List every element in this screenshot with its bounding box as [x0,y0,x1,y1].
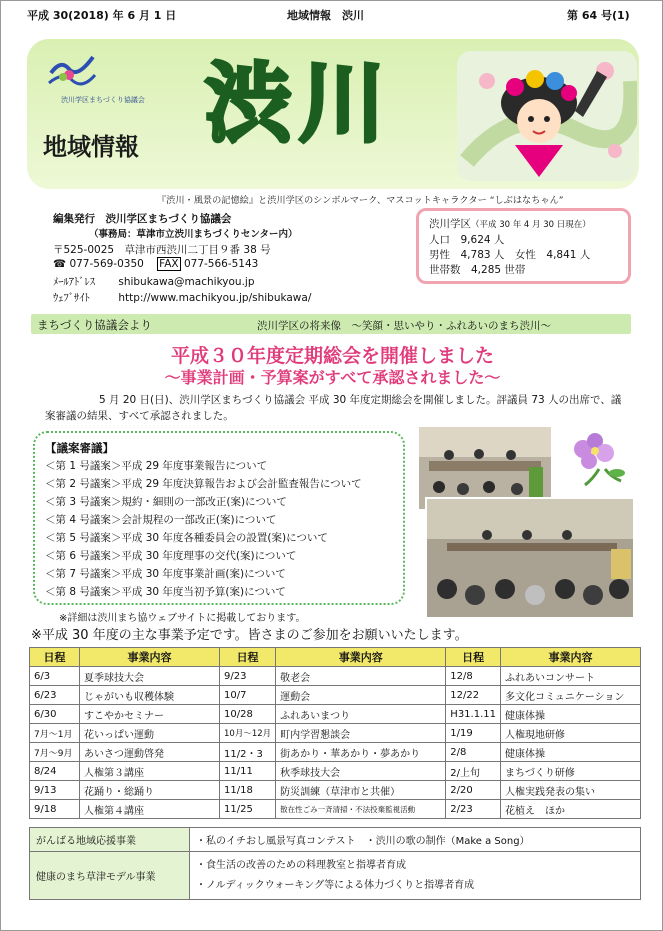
publisher-name: 編集発行 渋川学区まちづくり協議会 [53,213,232,225]
table-cell: 人権現地研修 [501,724,641,743]
publisher-office: （事務局：草津市立渋川まちづくりセンター内） [89,229,298,240]
table-cell: 人権第３講座 [80,762,220,781]
agenda-item: ＜第 4 号議案＞会計規程の一部改正(案)について [45,514,277,526]
logo-caption: 渋川学区まちづくり協議会 [61,96,145,104]
mail-link[interactable]: shibukawa@machikyou.jp [118,276,255,288]
banner-right: 渋川学区の将来像 ～笑顔・思いやり・ふれあいのまち渋川～ [257,320,551,332]
table-cell: 健康体操 [501,705,641,724]
table-row [30,667,641,686]
agenda-box [33,431,405,605]
schedule-header-row [30,648,641,667]
table-row [30,852,641,900]
article-intro-2: 案審議の結果、すべて承認されました。 [45,410,234,422]
publisher-contact [53,258,258,270]
web-link[interactable]: http://www.machikyou.jp/shibukawa/ [118,292,312,304]
masthead-title: 渋川 [205,54,393,154]
table-cell: じゃがいも収穫体験 [80,686,220,705]
table-cell: 人権第４講座 [80,800,220,819]
publisher-web-row [53,290,311,305]
table-cell: 9/13 [30,781,80,800]
fax-number: 077-566-5143 [183,258,259,270]
table-cell: 10/7 [220,686,276,705]
article-intro-1: 5 月 20 日(日)、渋川学区まちづくり協議会 平成 30 年度定期総会を開催しました。評議員 73 人の出席で、議 [99,394,622,406]
population-female: 女性 4,841 人 [514,249,591,261]
table-cell: 2/上旬 [446,762,501,781]
table-cell: 運動会 [276,686,446,705]
table-row [30,800,641,819]
table-row [30,686,641,705]
table-cell: 9/18 [30,800,80,819]
population-box [416,208,631,284]
district-logo-icon [47,53,97,89]
agenda-item: ＜第 3 号議案＞規約・細則の一部改正(案)について [45,496,287,508]
meeting-photo-2 [425,497,635,619]
table-row [30,781,641,800]
phone-number: 077-569-0350 [69,258,144,270]
table-cell: 11/18 [220,781,276,800]
table-cell: 健康体操 [501,743,641,762]
program-text: ・私のイチおし風景写真コンテスト ・渋川の歌の制作（Make a Song） [190,828,641,852]
table-cell: 12/8 [446,667,501,686]
table-cell: 1/19 [446,724,501,743]
agenda-note: ※詳細は渋川まち協ウェブサイトに掲載しております。 [59,613,306,624]
issue-date: 平成 30(2018) 年 6 月 1 日 [27,9,177,22]
col-date: 日程 [220,648,276,667]
agenda-heading: 【議案審議】 [45,441,114,455]
table-cell: あいさつ運動啓発 [80,743,220,762]
program-text: ・食生活の改善のための料理教室と指導者育成 [196,859,406,871]
table-cell: 7月～1月 [30,724,80,743]
table-cell: 6/23 [30,686,80,705]
table-cell: 人権実践発表の集い [501,781,641,800]
table-row [30,724,641,743]
program-label: がんばる地域応援事業 [30,828,190,852]
program-text: ・ノルディックウォーキング等による体力づくりと指導者育成 [196,879,475,891]
population-households: 世帯数 4,285 世帯 [429,264,526,276]
header-center: 地域情報 渋川 [287,9,364,22]
population-title: 渋川学区 [429,218,471,230]
agenda-item: ＜第 1 号議案＞平成 29 年度事業報告について [45,460,268,472]
table-cell: 9/23 [220,667,276,686]
agenda-item: ＜第 7 号議案＞平成 30 年度事業計画(案)について [45,568,286,580]
table-cell: 多文化コミュニケーション [501,686,641,705]
table-cell: 花踊り・総踊り [80,781,220,800]
table-row [30,705,641,724]
table-cell: 7月～9月 [30,743,80,762]
web-label: ｳｪﾌﾞｻｲﾄ [53,292,90,304]
table-cell: 10/28 [220,705,276,724]
table-cell: H31.1.11 [446,705,501,724]
banner-left: まちづくり協議会より [37,318,152,332]
program-text-cell [190,852,641,900]
table-row [30,743,641,762]
article-subtitle: ～事業計画・予算案がすべて承認されました～ [164,368,501,387]
table-cell: 6/3 [30,667,80,686]
issue-number: 第 64 号(1) [567,9,630,22]
table-cell: 花植え ほか [501,800,641,819]
population-asof: （平成 30 年 4 月 30 日現在） [471,220,591,230]
agenda-item: ＜第 8 号議案＞平成 30 年度当初予算(案)について [45,586,286,598]
agenda-item: ＜第 6 号議案＞平成 30 年度理事の交代(案)について [45,550,297,562]
section-banner [31,314,631,334]
flower-icon [559,425,637,487]
publisher-address: 〒525-0025 草津市西渋川二丁目９番 38 号 [53,244,271,256]
table-cell: 町内学習懇談会 [276,724,446,743]
table-cell: 8/24 [30,762,80,781]
table-cell: ふれあいまつり [276,705,446,724]
mail-label: ﾒｰﾙｱﾄﾞﾚｽ [53,276,95,288]
agenda-item: ＜第 5 号議案＞平成 30 年度各種委員会の設置(案)について [45,532,328,544]
table-cell: 花いっぱい運動 [80,724,220,743]
population-male: 男性 4,783 人 [429,249,505,261]
schedule-table [29,647,641,819]
col-date: 日程 [446,648,501,667]
phone-icon: ☎ [53,258,67,270]
table-row [30,828,641,852]
table-cell: まちづくり研修 [501,762,641,781]
table-cell: 夏季球技大会 [80,667,220,686]
col-event: 事業内容 [80,648,220,667]
schedule-heading: ※平成 30 年度の主な事業予定です。皆さまのご参加をお願いいたします。 [31,628,468,643]
table-cell: 秋季球技大会 [276,762,446,781]
table-cell: ふれあいコンサート [501,667,641,686]
col-event: 事業内容 [276,648,446,667]
col-date: 日程 [30,648,80,667]
table-cell: 2/23 [446,800,501,819]
agenda-item: ＜第 2 号議案＞平成 29 年度決算報告および会計監査報告について [45,478,362,490]
fax-label: FAX [159,258,179,270]
table-cell: 2/20 [446,781,501,800]
table-row [30,762,641,781]
col-event: 事業内容 [501,648,641,667]
table-cell: すこやかセミナー [80,705,220,724]
table-cell: 防災訓練（草津市と共催） [276,781,446,800]
mascot-illustration [457,41,637,186]
publisher-mail-row [53,274,255,289]
table-cell: 10月～12月 [220,724,276,743]
table-cell: 街あかり・華あかり・夢あかり [276,743,446,762]
table-cell: 6/30 [30,705,80,724]
article-title: 平成３０年度定期総会を開催しました [170,345,494,367]
population-total: 人口 9,624 人 [429,234,505,246]
table-cell: 散在性ごみ一斉清掃・不法投棄監視活動 [276,800,446,819]
table-cell: 12/22 [446,686,501,705]
programs-table [29,827,641,900]
program-label: 健康のまち草津モデル事業 [30,852,190,900]
table-cell: 11/25 [220,800,276,819]
table-cell: 11/2・3 [220,743,276,762]
table-cell: 2/8 [446,743,501,762]
table-cell: 敬老会 [276,667,446,686]
table-cell: 11/11 [220,762,276,781]
masthead-caption: 『渋川・風景の記憶絵』と渋川学区のシンボルマーク、マスコットキャラクター “しぶはなちゃん” [157,195,564,206]
region-label: 地域情報 [43,133,139,161]
